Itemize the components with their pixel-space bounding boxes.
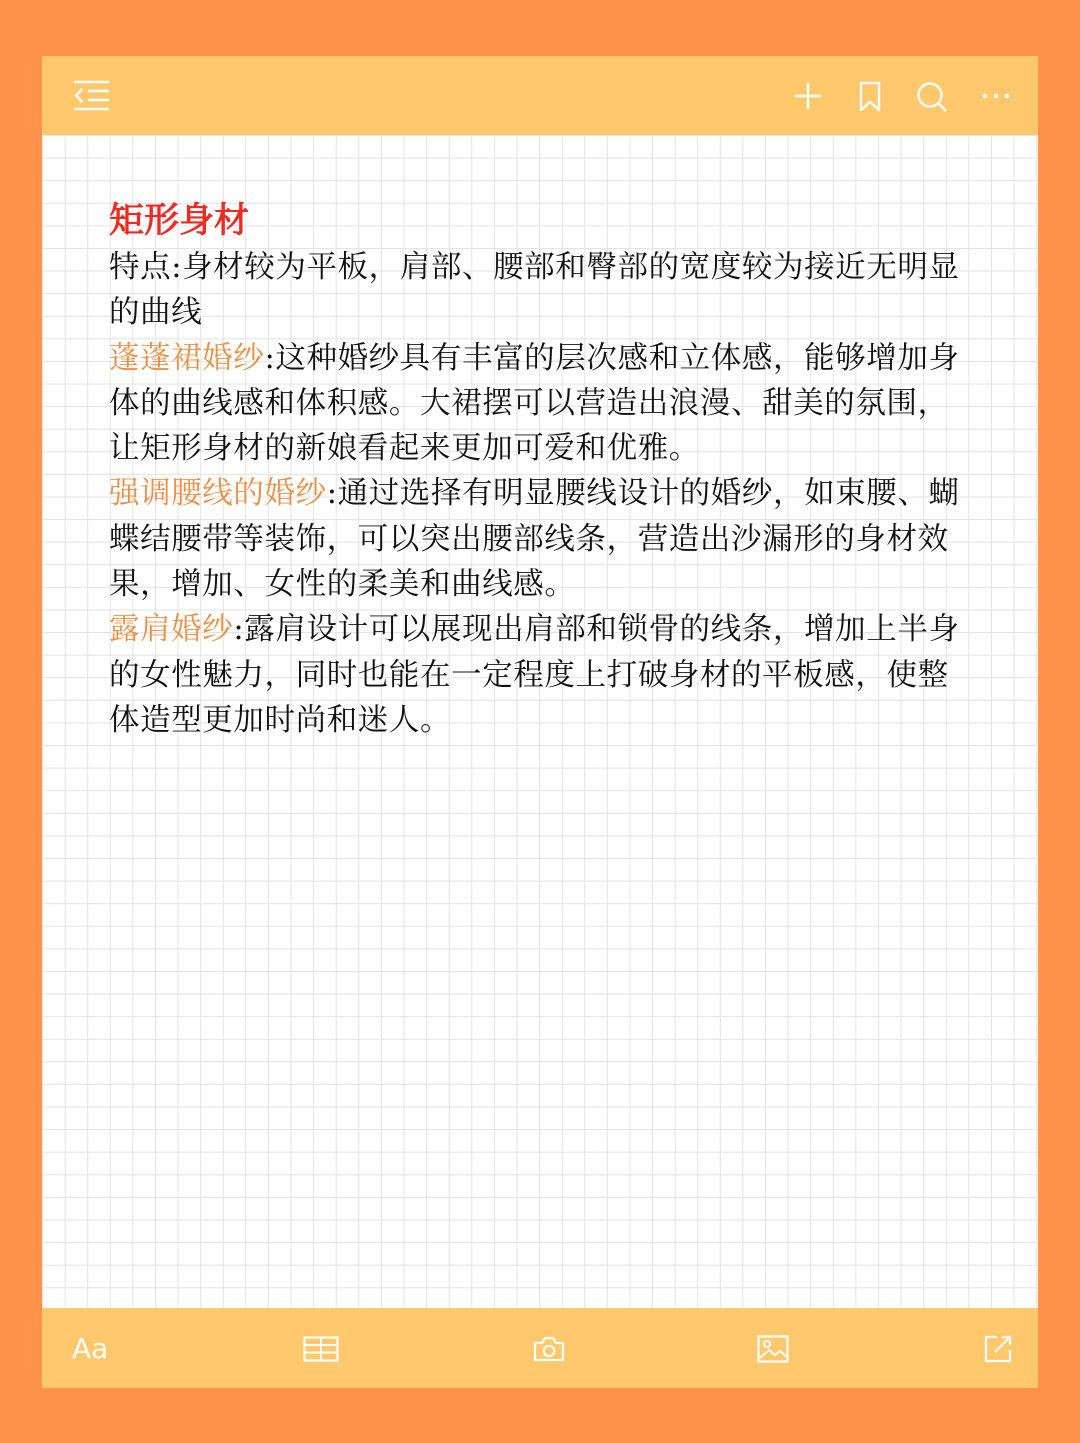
text-format-button[interactable]: Aa xyxy=(72,1332,109,1365)
paragraph-text: :这种婚纱具有丰富的层次感和立体感，能够增加身体的曲线感和体积感。大裙摆可以营造出浪漫、甜美的氛围，让矩形身材的新娘看起来更加可爱和优雅。 xyxy=(109,340,960,467)
image-icon[interactable] xyxy=(757,1335,789,1363)
more-icon[interactable] xyxy=(982,92,1010,100)
plus-icon[interactable] xyxy=(794,82,822,110)
paragraph-label: 露肩婚纱 xyxy=(109,612,234,648)
bottom-toolbar xyxy=(42,1308,1038,1388)
list-collapse-icon[interactable] xyxy=(72,78,112,114)
note-title: 矩形身材 xyxy=(109,201,250,241)
note-frame xyxy=(42,56,1038,1388)
note-paragraph-features xyxy=(109,245,969,336)
paragraph-label: 强调腰线的婚纱 xyxy=(109,476,327,512)
note-paragraph-waistline xyxy=(109,471,969,607)
compose-icon[interactable] xyxy=(983,1334,1013,1364)
paragraph-text: :露肩设计可以展现出肩部和锁骨的线条，增加上半身的女性魅力，同时也能在一定程度上打破身材的平板感，使整体造型更加时尚和迷人。 xyxy=(109,612,960,738)
paragraph-text: 特点:身材较为平板，肩部、腰部和臀部的宽度较为接近无明显的曲线 xyxy=(109,250,960,331)
paragraph-text: :通过选择有明显腰线设计的婚纱，如束腰、蝴蝶结腰带等装饰，可以突出腰部线条，营造出沙漏形的身材效果，增加、女性的柔美和曲线感。 xyxy=(109,476,960,603)
note-content[interactable] xyxy=(109,199,969,743)
note-paragraph-off-shoulder xyxy=(109,607,969,743)
table-icon[interactable] xyxy=(303,1336,339,1362)
bookmark-icon[interactable] xyxy=(858,81,882,113)
note-paragraph-ballgown xyxy=(109,336,969,472)
paragraph-label: 蓬蓬裙婚纱 xyxy=(109,340,265,376)
top-toolbar xyxy=(42,56,1038,135)
camera-icon[interactable] xyxy=(533,1336,565,1362)
search-icon[interactable] xyxy=(915,80,949,114)
